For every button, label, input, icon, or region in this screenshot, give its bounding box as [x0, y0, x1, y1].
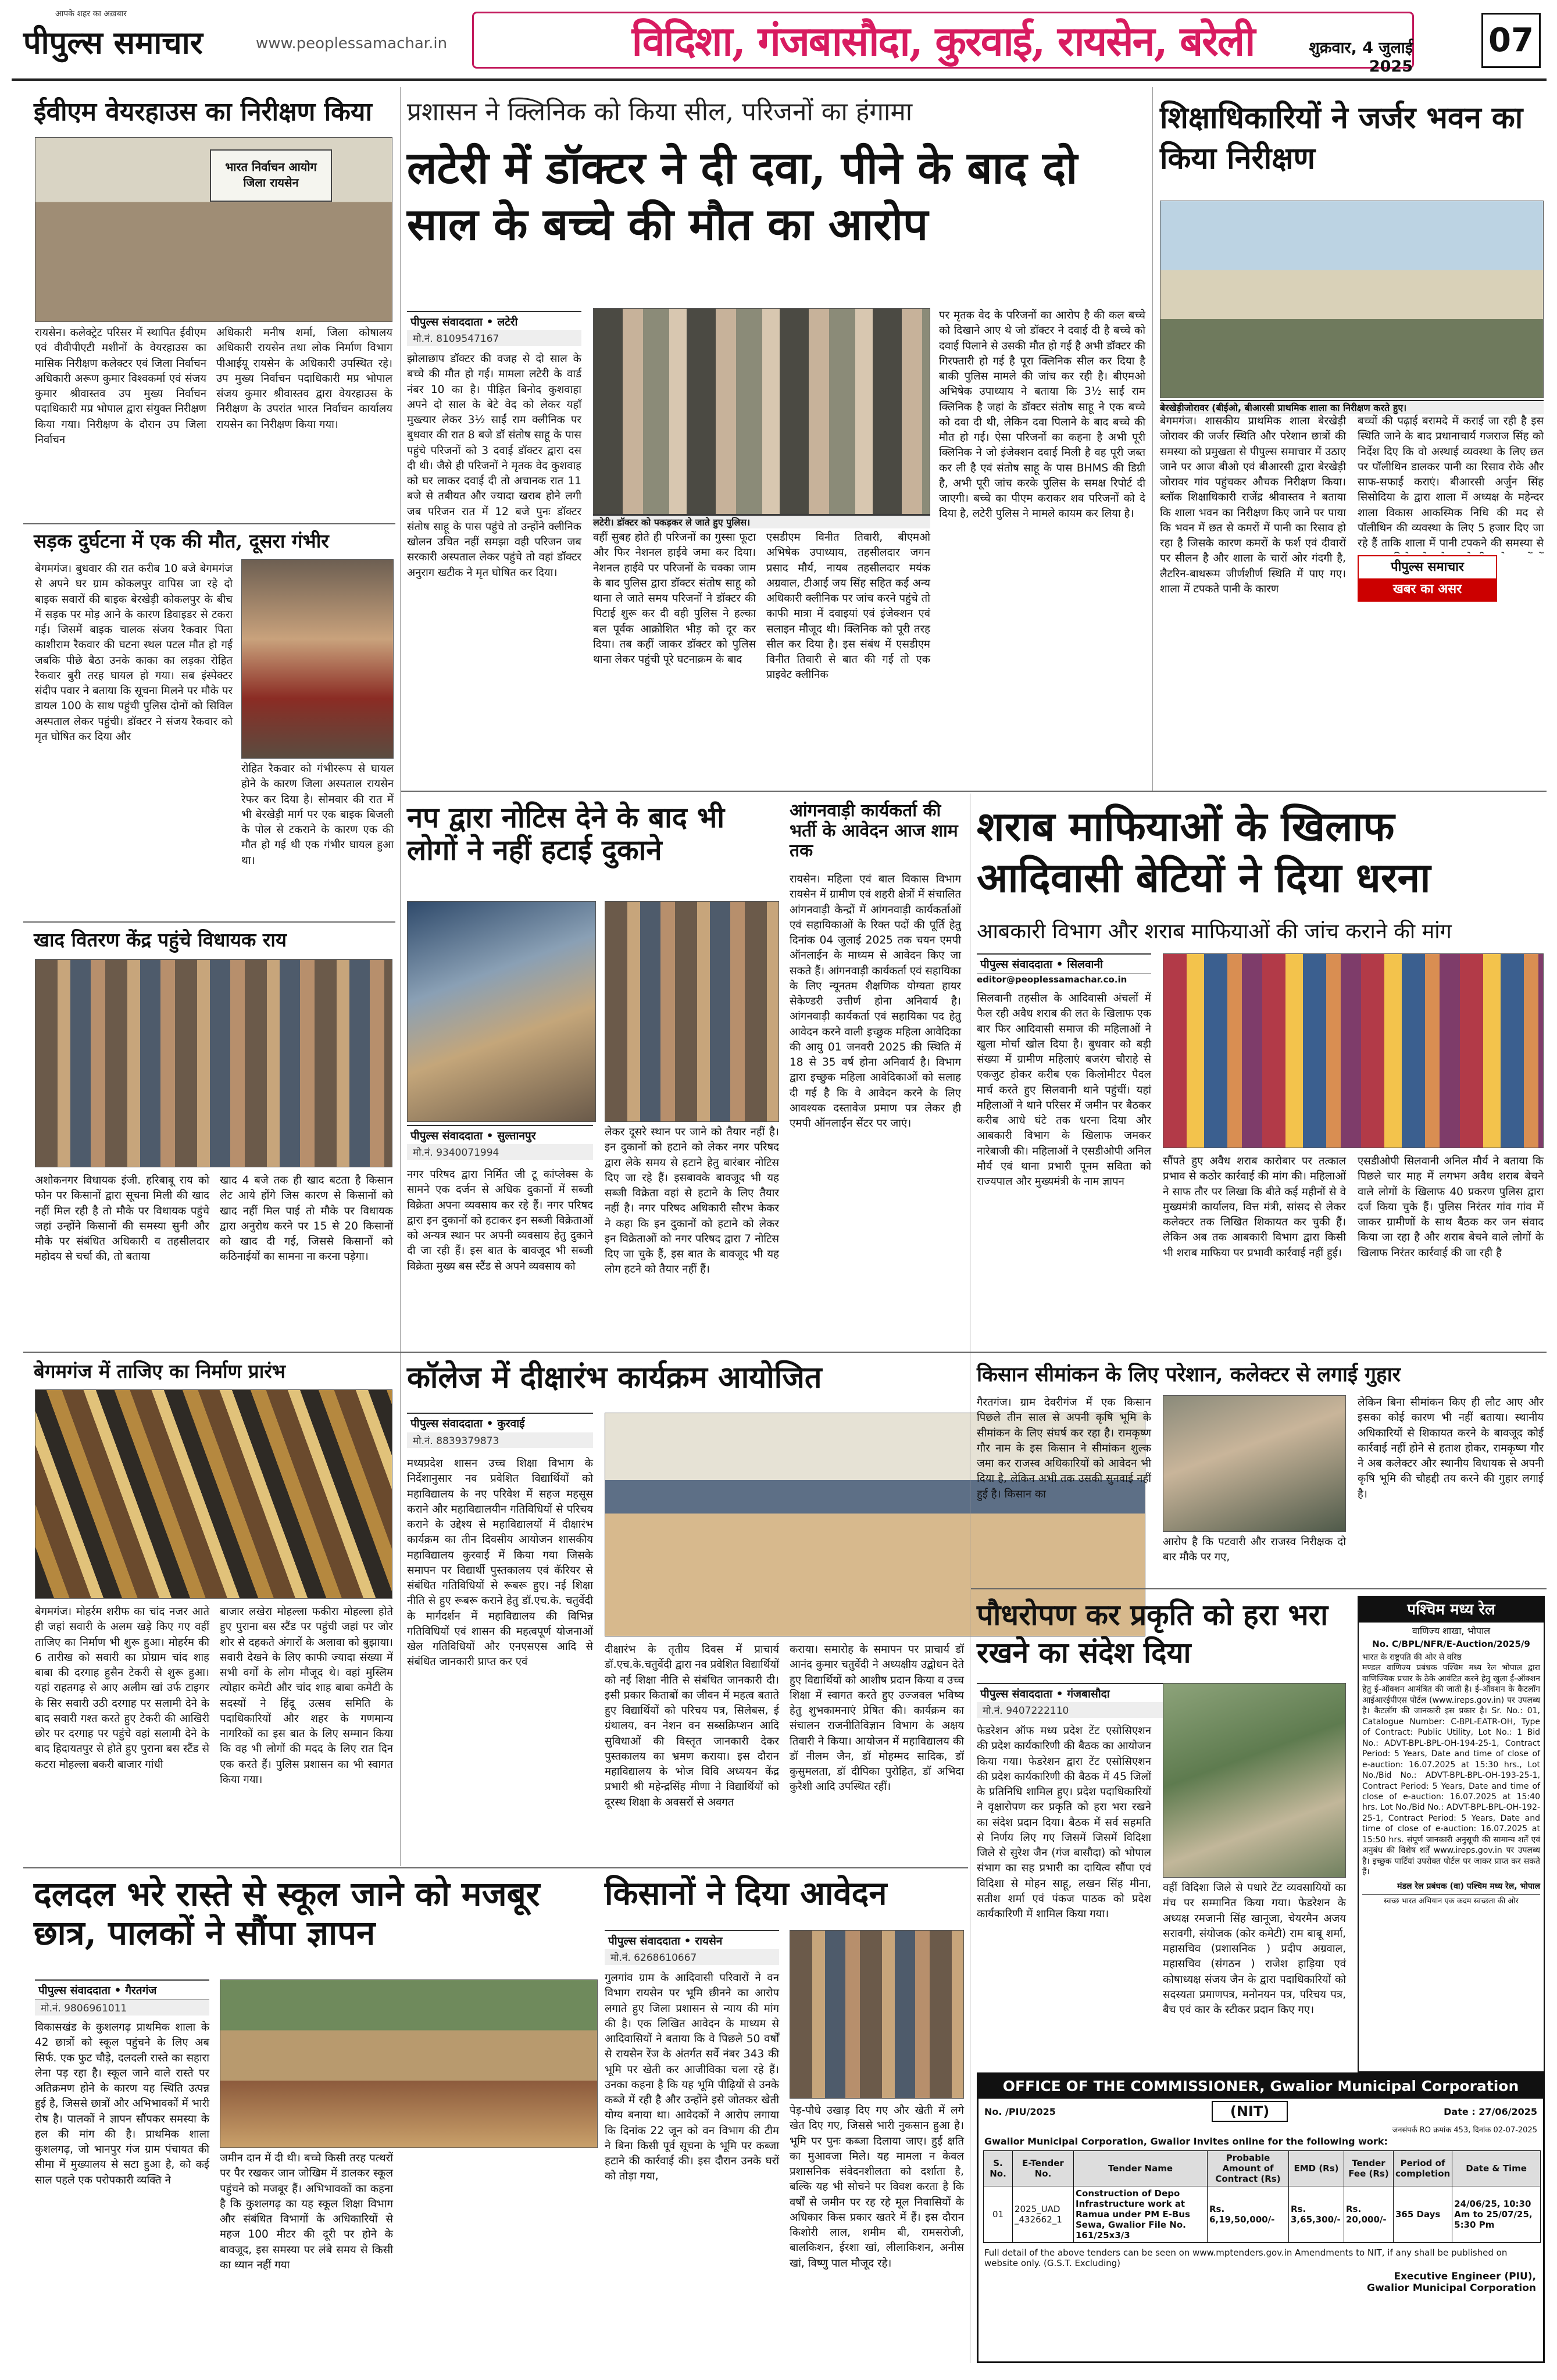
- tender-td: 24/06/25, 10:30 Am to 25/07/25, 5:30 Pm: [1452, 2186, 1541, 2243]
- farmers-col2: पेड़-पौधे उखाड़ दिए गए और खेती में लगे खेत दिए गए, जिससे भारी नुकसान हुआ है। भूमि पर पुनः कब्जा दिलाया जाए। हुई क्षति का मुआवजा मिले। यह मामला न केवल प्रशासनिक संवेदनशीलता को दर्शाता है, बल्कि यह भी सोचने पर विवश करता है कि वर्षों से जमीन पर रह रहे मूल निवासियों के अधिकार किस प्रकार खतरे में हैं। इस दौरान किशोरी लाल, शमीम बी, रामसरोजी, बालकिशन, ईरशा खां, लीलाकिशन, अनीस खां, विष्णु पाल मौजूद रहे।: [790, 2104, 964, 2270]
- plantation-headline: पौधरोपण कर प्रकृति को हरा भरा रखने का संदेश दिया: [977, 1598, 1329, 1670]
- shops-photo: [407, 901, 596, 1122]
- lateri-photo-caption: लटेरी। डॉक्टर को पकड़कर ले जाते हुए पुलिस।: [593, 514, 930, 528]
- fertilizer-col1: अशोकनगर विधायक इंजी. हरिबाबू राय को फोन पर किसानों द्वारा सूचना मिली की खाद नहीं मिल रही है तो मौके पर विधायक पहुंचे जहां उन्होंने किसानों की समस्या सुनी और मौके पर संबंधित अधिकारी व तहसीलदार महोदय से चर्चा की, तो बताया: [35, 1174, 209, 1263]
- anganwadi-headline: आंगनवाड़ी कार्यकर्ता की भर्ती के आवेदन आज शाम तक: [790, 801, 958, 861]
- tender-ad-date: Date : 27/06/2025: [1444, 2106, 1537, 2117]
- rule-h-4: [23, 1352, 1547, 1353]
- tender-ad: [977, 2072, 1545, 2363]
- demarcation-col3: लेकिन बिना सीमांकन किए ही लौट आए और इसका कोई कारण भी नहीं बताया। स्थानीय अधिकारियों से शिकायत करने के बावजूद कोई कार्रवाई नहीं होने से हताश होकर, रामकृष्ण गौर ने अब कलेक्टर और स्थानीय विधायक से अपनी कृषि भूमि की चौहद्दी तय करने की गुहार लगाई है।: [1358, 1396, 1544, 1500]
- tender-th: E-Tender No.: [1013, 2151, 1074, 2186]
- tender-th: EMD (Rs): [1289, 2151, 1344, 2186]
- tazia-photo: [35, 1389, 392, 1599]
- anganwadi-col: रायसेन। महिला एवं बाल विकास विभाग रायसेन में ग्रामीण एवं शहरी क्षेत्रों में संचालित आंगनवाड़ी केन्द्रों में आंगनवाड़ी कार्यकर्ताओं एवं सहायिकाओं के रिक्त पदों की पूर्ति हेतु दिनांक 04 जुलाई 2025 तक चयन एमपी ऑनलाईन के माध्यम से आवेदन किए जा सकते हैं। आंगनवाड़ी कार्यकर्ता एवं सहायिका के लिए न्यूनतम शैक्षणिक योग्यता हायर सेकेण्डरी उत्तीर्ण होना अनिवार्य है। आंगनवाड़ी कार्यकर्ता एवं सहायिका पद हेतु आवेदन करने वाली इच्छुक महिला आवेदिका की आयु 01 जनवरी 2025 की स्थिति में 18 से 35 वर्ष होना अनिवार्य है। विभाग द्वारा इच्छुक महिला आवेदिकाओं को सलाह दी गई है कि वे आवेदन करने के लिए आवश्यक दस्तावेज प्रमाण पत्र लेकर ही एमपी ऑनलाईन सेंटर पर जाएं।: [790, 873, 961, 1130]
- fertilizer-col2: खाद 4 बजे तक ही खाद बटता है किसान लेट आये होंगे जिस कारण से किसानों को खाद नहीं मिल पाई तो मौके पर विधायक द्वारा अनुरोध करने पर 15 से 20 किसानों को खाद दी गई, जिससे किसानों को कठिनाईयों का सामना ना करना पड़ेगा।: [220, 1174, 393, 1263]
- railway-ad-footer: स्वच्छ भारत अभियान एक कदम स्वच्छता की ओर: [1362, 1894, 1540, 1906]
- accident-victim-photo: [241, 559, 394, 759]
- rule-vertical-1: [400, 87, 401, 1866]
- tender-table-row: [984, 2186, 1541, 2243]
- college-col3: कराया। समारोह के समापन पर प्राचार्य डॉ आनंद कुमार चतुर्वेदी ने अध्यक्षीय उद्बोधन देते हुए विद्यार्थियों को आशीष प्रदान किया व उच्च शिक्षा में स्वागत करते हुए उज्जवल भविष्य हेतु शुभकामनाएं प्रेषित की। कार्यक्रम का संचालन राजनीतिविज्ञान विभाग के अक्षय तिवारी ने किया। आयोजन में महाविद्यालय की डॉ नीलम जैन, डॉ मोहम्मद सादिक, डॉ कुसुमलता, डॉ दीपिका पुरोहित, डॉ अभिदा कुरैशी आदि उपस्थित रहीं।: [790, 1643, 964, 1793]
- masthead: [0, 0, 1557, 81]
- tender-ad-no: No. /PIU/2025: [984, 2106, 1056, 2117]
- tazia-col2: बाजार लखेरा मोहल्ला फकीरा मोहल्ला होते हुए पुराना बस स्टैंड पर पहुंची जहां पर जोर शोर से दहकते अंगारों के अलावा को बुझाया। सवारी देखने के लिए काफी ज्यादा संख्या में सभी वर्गों के लोग मौजूद थे। वहां मुस्लिम त्योहार कमेटी और चांद शाह बाबा कमेटी के सदस्यों ने हिंदू उत्सव समिति के पदाधिकारियों और शहर के गणमान्य नागरिकों का इस बात के लिए सम्मान किया कि वह भी लोगों की मदद के लिए रात दिन एक करते हैं। पुलिस प्रशासन का भी स्वागत किया गया।: [220, 1606, 393, 1786]
- evm-col1: रायसेन। कलेक्ट्रेट परिसर में स्थापित ईवीएम एवं वीवीपीएटी मशीनों के वेयरहाउस का मासिक निरीक्षण कलेक्टर एवं जिला निर्वाचन अधिकारी अरूण कुमार विश्वकर्मा एवं संजय कुमार श्रीवास्तव उप मुख्य निर्वाचन पदाधिकारी मप्र भोपाल द्वारा संयुक्त निरीक्षण किया गया। निरीक्षण के दौरान उप जिला निर्वाचन: [35, 327, 206, 446]
- liquor-col1: सिलवानी तहसील के आदिवासी अंचलों में फैल रही अवैध शराब की लत के खिलाफ एक बार फिर आदिवासी समाज की महिलाओं ने खुला मोर्चा खोल दिया है। बुधवार को बड़ी संख्या में ग्रामीण महिलाएं बजरंग चौराहे से एकजुट होकर करीब एक किलोमीटर पैदल मार्च करते हुए सिलवानी थाने पहुंचीं। यहां महिलाओं ने थाने परिसर में जमीन पर बैठकर करीब आधे घंटे तक धरना दिया और आबकारी विभाग के खिलाफ जमकर नारेबाजी की। महिलाओं ने एसडीओपी अनिल मौर्य एवं थाना प्रभारी पूनम सविता को राज्यपाल और मुख्यमंत्री के नाम ज्ञापन: [977, 992, 1151, 1188]
- plantation-photo: [1163, 1683, 1346, 1878]
- school-headline: शिक्षाधिकारियों ने जर्जर भवन का किया निरीक्षण: [1160, 100, 1523, 177]
- plantation-byline: पीपुल्स संवाददाता • गंजबासौदा: [977, 1683, 1163, 1703]
- farmers-headline: किसानों ने दिया आवेदन: [605, 1874, 887, 1913]
- farmers-col1: गुलगांव ग्राम के आदिवासी परिवारों ने वन विभाग रायसेन पर भूमि छीनने का आरोप लगाते हुए जिला प्रशासन से न्याय की मांग की है। एक लिखित आवेदन के माध्यम से आदिवासियों ने बताया कि वे पिछले 50 वर्षों से रायसेन रेंज के अंतर्गत सर्वे नंबर 343 की भूमि पर खेती कर आजीविका चला रहे हैं। उनका कहना है कि यह भूमि पीढ़ियों से उनके कब्जे में रही है और उन्होंने इसे जोतकर खेती योग्य बनाया था। आवेदकों ने आरोप लगाया कि दिनांक 22 जून को वन विभाग की टीम ने बिना किसी पूर्व सूचना के भूमि पर कब्जा हटाने की कार्रवाई की। इस दौरान उनके घरों को तोड़ा गया,: [605, 1972, 779, 2183]
- evm-photo: [35, 137, 392, 322]
- school-col1: बेगमगंज। शासकीय प्राथमिक शाला बेरखेड़ी जोरावर की जर्जर स्थिति और परेशान छात्रों की समस्या को प्रमुखता से पीपुल्स समाचार में उठाए जाने पर आज बीओ एवं बीआरसी द्वारा बेरखेड़ी जोरावर गांव पहुंचकर औचक निरीक्षण किया। ब्लॉक शिक्षाधिकारी राजेंद्र श्रीवास्तव ने बताया कि शाला भवन का निरीक्षण किए जाने पर पाया कि भवन में छत से कमरों में पानी का रिसाव हो रहा है जिसके कारण कमरों के फर्श एवं दीवारों पर सीलन है और शाला के चारों ओर गंदगी है, लैटरिन-बाथरूम जीर्णशीर्ण स्थिति में पाए गए। शाला में टपकते पानी के कारण: [1160, 415, 1346, 595]
- muddy-road-photo: [220, 1979, 598, 2148]
- tender-td: Rs. 3,65,300/-: [1289, 2186, 1344, 2243]
- page-number: 07: [1481, 13, 1541, 68]
- school-photo: [1160, 201, 1544, 398]
- tender-th: S. No.: [984, 2151, 1013, 2186]
- lateri-mobile: मो.नं. 8109547167: [407, 330, 581, 346]
- plantation-col2: वहीं विदिशा जिले से पधारे टेंट व्यवसायियों का मंच पर सम्मानित किया गया। फेडरेशन के अध्यक्ष रमजानी सिंह खानूजा, चेयरमैन अजय सरावगी, संयोजक (कोर कमेटी) राम बाबू शर्मा, महासचिव (प्रशासनिक ) प्रदीप अग्रवाल, महासचिव (संगठन ) राजेश हाड़िया एवं कोषाध्यक्ष संजय जैन के द्वारा पदाधिकारियों को सदस्यता प्रमाणपत्र, मनोनयन पत्र, परिचय पत्र, बैच एवं कार के स्टीकर प्रदान किए गए।: [1163, 1882, 1346, 2017]
- liquor-photo: [1163, 953, 1544, 1148]
- tender-ad-ro: जनसंपर्क RO क्रमांक 453, दिनांक 02-07-2025: [1392, 2126, 1537, 2135]
- demarcation-photo: [1163, 1395, 1346, 1532]
- shops-col1: नगर परिषद द्वारा निर्मित जी टू कांप्लेक्स के सामने एक दर्जन से अधिक दुकानों में सब्जी विक्रेता अपना व्यवसाय कर रहे हैं। नगर परिषद द्वारा इन दुकानों को हटाकर इन सब्जी विक्रेताओं को अन्यत्र स्थान पर अपनी व्यवसाय हेतु दुकाने दी जा रही हैं। इस बात के बावजूद भी सब्जी विक्रेता मुख्य बस स्टैंड से अपने व्यवसाय को: [407, 1168, 593, 1273]
- tender-table-header: [984, 2151, 1541, 2186]
- impact-badge-label: खबर का असर: [1359, 578, 1496, 601]
- tender-td: Construction of Depo Infrastructure work at Ramua under PM E-Bus Sewa, Gwalior File No. 161/25x3/3: [1074, 2186, 1208, 2243]
- demarcation-col2: आरोप है कि पटवारी और राजस्व निरीक्षक दो बार मौके पर गए,: [1163, 1536, 1346, 1564]
- railway-ad-ref: No. C/BPL/NFR/E-Auction/2025/9: [1372, 1639, 1530, 1650]
- city-banner-text: विदिशा, गंजबासौदा, कुरवाई, रायसेन, बरेली: [631, 17, 1255, 65]
- lateri-col4: पर मृतक वेद के परिजनों का आरोप है की कल बच्चे को दिखाने आए थे जो डॉक्टर ने दवाई दी है बच्चे को दवाई पिलाने से उसकी मौत हो गई है अभी डॉक्टर की गिरफ्तारी हो गई है पूरा क्लिनिक सील कर दिया है बाकी पुलिस मामले की जांच कर रही है। बीएमओ अभिषेक उपाध्याय ने बताया कि 3½ साईं राम क्लिनिक है जहां के डॉक्टर संतोष साहू ने एक बच्चे को दवा दी थी, लेकिन दवा पिलाने के बाद बच्चे की मौत हो गई। ऐसा परिजनों का कहना है अभी पूरी क्लिनिक ने जो इंजेक्शन दवाई मिली है वह पूरी जब्त कर ली है एवं संतोष साहू के पास BHMS की डिग्री है, अभी पूरी जांच करके पुलिस के समक्ष रिपोर्ट दी जाएगी। बच्चे का पीएम कराकर शव परिजनों को दे दिया है, लटेरी पुलिस ने मामले कायम कर लिया है।: [939, 309, 1145, 520]
- rule-h-6: [971, 1588, 1547, 1589]
- liquor-headline: शराब माफियाओं के खिलाफ आदिवासी बेटियों ने दिया धरना: [977, 802, 1431, 902]
- liquor-subtitle: आबकारी विभाग और शराब माफियाओं की जांच कराने की मांग: [977, 920, 1452, 944]
- rule-vertical-2: [1152, 87, 1153, 791]
- muddy-road-byline: पीपुल्स संवाददाता • गैरतगंज: [35, 1979, 209, 2000]
- lateri-kicker: प्रशासन ने क्लिनिक को किया सील, परिजनों का हंगामा: [407, 97, 913, 127]
- shops-mobile: मो.नं. 9340071994: [407, 1144, 593, 1160]
- tender-th: Period of completion: [1394, 2151, 1452, 2186]
- college-headline: कॉलेज में दीक्षारंभ कार्यक्रम आयोजित: [407, 1360, 822, 1395]
- lateri-col1: झोलाछाप डॉक्टर की वजह से दो साल के बच्चे की मौत हो गई। मामला लटेरी के वार्ड नंबर 10 का है। पीड़ित बिनोद कुशवाहा अपने दो साल के बेटे वेद को लेकर यहाँ मुख्त्यार लेकर 3½ साईं राम क्लीनिक पर बुधवार की रात 8 बजे डॉ संतोष साहू के पास पहुंचे परिजनों को 3 दवाई डॉक्टर द्वारा दस दी थी। जैसे ही परिजनों ने मृतक वेद कुशवाह को घर लाकर दवाई दी तो अचानक रात 11 बजे से तबीयत और ज्यादा खराब होने लगी जब परिजन रात में 12 बजे पुनः डॉक्टर संतोष साहू के पास पहुंचे तो उन्होंने क्लीनिक खोलन उचित नहीं समझा वही परिजन जब सरकारी अस्पताल लेकर पहुंचे तो वहां डॉक्टर अनुराग खटीक ने मृत घोषित कर दिया।: [407, 353, 581, 579]
- shops-byline: पीपुल्स संवाददाता • सुल्तानपुर: [407, 1125, 593, 1145]
- evm-col2: अधिकारी मनीष शर्मा, जिला कोषालय अधिकारी रायसेन तथा लोक निर्माण विभाग पीआईयू रायसेन के अधिकारी उपस्थित रहे। उप मुख्य निर्वाचन पदाधिकारी मप्र भोपाल संजय कुमार श्रीवास्तव द्वारा वेयरहाउस के निरीक्षण के उपरांत भारत निर्वाचन कार्यालय रायसेन का निरीक्षण किया गया।: [216, 327, 392, 431]
- railway-ad-sub: भारत के राष्ट्रपति की ओर से वरिष्ठ: [1362, 1652, 1462, 1662]
- tender-th: Probable Amount of Contract (Rs): [1208, 2151, 1289, 2186]
- school-photo-caption: बेरखेड़ीजोरावर (बीईओ, बीआरसी प्राथमिक शाला का निरीक्षण करते हुए।: [1160, 400, 1544, 414]
- lateri-col3: एसडीएम विनीत तिवारी, बीएमओ अभिषेक उपाध्याय, तहसीलदार जगन प्रसाद मौर्य, नायब तहसीलदार मयंक अग्रवाल, टीआई जय सिंह सहित कई अन्य अधिकारी क्लीनिक पर जांच करने पहुंचे तो काफी मात्रा में दवाइयां एवं इंजेक्शन एवं सलाइन मौजूद थी। क्लिनिक को पूरी तरह सील कर दिया है। इस संबंध में एसडीएम विनीत तिवारी से बात की गई तो एक प्राइवेट क्लीनिक: [766, 531, 930, 681]
- muddy-road-col1: विकासखंड के कुशलगढ़ प्राथमिक शाला के 42 छात्रों को स्कूल पहुंचने के लिए अब सिर्फ. एक फुट चौड़े, दलदली रास्ते का सहारा लेना पड़ रहा है। स्कूल जाने वाले रास्ते पर अतिक्रमण होने के कारण यह स्थिति उत्पन्न हुई है, जिससे छात्रों और अभिभावकों में भारी रोष है। पालकों ने ज्ञापन सौंपकर समस्या के हल की मांग की है। प्राथमिक शाला कुशलगढ़, जो भानपुर गंज ग्राम पंचायत की सीमा में मुख्यालय से सटा हुआ है, को कई साल पहले एक परोपकारी व्यक्ति ने: [35, 2021, 209, 2186]
- farmers-mobile: मो.नं. 6268610667: [605, 1949, 779, 1965]
- farmers-byline: पीपुल्स संवाददाता • रायसेन: [605, 1930, 779, 1950]
- liquor-byline: पीपुल्स संवाददाता • सिलवानी: [977, 953, 1151, 974]
- issue-date: शुक्रवार, 4 जुलाई 2025: [1309, 39, 1413, 76]
- rule-h-3: [23, 921, 395, 923]
- muddy-road-headline: दलदल भरे रास्ते से स्कूल जाने को मजबूर छात्र, पालकों ने सौंपा ज्ञापन: [34, 1874, 540, 1953]
- muddy-road-col2: जमीन दान में दी थी। बच्चे किसी तरह पत्थरों पर पैर रखकर जान जोखिम में डालकर स्कूल पहुंचने को मजबूर हैं। अभिभावकों का कहना है कि कुशलगढ़ का यह स्कूल शिक्षा विभाग और संबंधित विभागों के अधिकारियों से महज 100 मीटर की दूरी पर होने के बावजूद, इस समस्या पर लंबे समय से किसी का ध्यान नहीं गया: [220, 2152, 393, 2271]
- impact-badge-brand: पीपुल्स समाचार: [1359, 556, 1496, 578]
- tender-td: Rs. 20,000/-: [1344, 2186, 1394, 2243]
- shops-headline: नप द्वारा नोटिस देने के बाद भी लोगों ने नहीं हटाई दुकाने: [407, 801, 725, 867]
- liquor-email[interactable]: editor@peoplessamachar.co.in: [977, 974, 1127, 985]
- site-url[interactable]: www.peoplessamachar.in: [256, 35, 448, 52]
- tender-ad-sign1: Executive Engineer (PIU),: [1394, 2271, 1536, 2282]
- tender-th: Tender Name: [1074, 2151, 1208, 2186]
- fertilizer-headline: खाद वितरण केंद्र पहुंचे विधायक राय: [34, 928, 287, 951]
- muddy-road-mobile: मो.नं. 9806961011: [35, 2000, 209, 2016]
- rule-h-1: [401, 791, 1547, 792]
- tender-td: 01: [984, 2186, 1013, 2243]
- lateri-photo: [593, 308, 930, 514]
- railway-ad-body: मण्डल वाणिज्य प्रबंधक पश्चिम मध्य रेल भोपाल द्वारा वाणिज्यिक प्रचार के ठेके आवंटित करने हेतु खुला ई-ऑक्शन हेतु ई-ऑक्शन आमंत्रित की जाती है। ई-ऑक्शन के कैटलॉग आईआरईपीएस पोर्टल (www.ireps.gov.in) पर उपलब्ध है। कैटलॉग की जानकारी इस प्रकार है। Sr. No.: 01, Catalogue Number: C-BPL-EATR-OH, Type of Contract: Public Utility, Lot No.: 1 Bid No.: ADVT-BPL-BPL-OH-194-25-1, Contract Period: 5 Years, Date and time of close of e-auction: 16.07.2025 at 15:30 hrs., Lot No./Bid No.: ADVT-BPL-BPL-OH-193-25-1, Contract Period: 5 Years, Date and time of close of e-auction: 16.07.2025 at 15:40 hrs. Lot No./Bid No.: ADVT-BPL-BPL-OH-192-25-1, Contract Period: 5 Years, Date and time of close of e-auction: 16.07.2025 at 15:50 hrs. संपूर्ण जानकारी अनुसूची की सामान्य शर्तें एवं अनुबंध की विशेष शर्तें www.ireps.gov.in पर उपलब्ध है। इच्छुक पार्टियां उपरोक्त पोर्टल पर जाकर प्राप्त कर सकते हैं।: [1362, 1663, 1540, 1877]
- railway-ad: [1358, 1596, 1545, 2072]
- tender-ad-title: OFFICE OF THE COMMISSIONER, Gwalior Municipal Corporation: [979, 2074, 1543, 2099]
- lateri-byline: पीपुल्स संवाददाता • लटेरी: [407, 311, 581, 331]
- railway-ad-org: पश्चिम मध्य रेल: [1359, 1597, 1544, 1623]
- brand-logo: पीपुल्स समाचार: [23, 24, 203, 61]
- tender-ad-meta: [979, 2099, 1543, 2124]
- rule-h-5: [23, 1867, 968, 1868]
- farmers-photo: [790, 1930, 964, 2099]
- tazia-col1: बेगमगंज। मोहर्रम शरीफ का चांद नजर आते ही जहां सवारी के अलम खड़े किए गए वहीं ताजिए का निर्माण भी शुरू हुआ। मोहर्रम की 6 तारीख को सवारी का प्रोग्राम चांद शाह बाबा की दरगाह हुसैन टेकरी से शुरू हुआ। यहां राहतगढ़ से आए अलीम खां उर्फ टाइगर के सिर सवारी उठी दरगाह पर सलामी देने के बाद सवारी गश्त करते हुए टेकरी की आखिरी छोर पर दरगाह पर पहुंचे वहां सलामी देने के बाद हिदायतपुर से होते हुए पुराना बस स्टैंड से कटरा मोहल्ला बकरी बाजार गांधी: [35, 1606, 209, 1771]
- railway-ad-sign: मंडल रेल प्रबंधक (वा) पश्चिम मध्य रेल, भोपाल: [1397, 1881, 1540, 1891]
- tender-ad-sign2: Gwalior Municipal Corporation: [1367, 2282, 1536, 2294]
- brand-tagline: आपके शहर का अख़बार: [55, 9, 127, 19]
- plantation-mobile: मो.नं. 9407222110: [977, 1702, 1163, 1718]
- demarcation-headline: किसान सीमांकन के लिए परेशान, कलेक्टर से लगाई गुहार: [977, 1363, 1401, 1386]
- lateri-col2: वहीं सुबह होते ही परिजनों का गुस्सा फूटा और फिर नेशनल हाईवे जमा कर दिया। नेशनल हाईवे पर परिजनों के चक्का जाम के बाद पुलिस द्वारा डॉक्टर संतोष साहू को थाना ले जाते समय परिजनों ने डॉक्टर की पिटाई शुरू कर दी वही पुलिस ने हल्का बल पूर्वक आक्रोशित भीड़ को दूर कर दिया। तब कहीं जाकर डॉक्टर को पुलिस थाना लेकर पहुंची पूरे घटनाक्रम के बाद: [593, 531, 756, 666]
- tender-table: [983, 2150, 1541, 2243]
- fertilizer-photo: [35, 959, 392, 1167]
- school-col2: बच्चों की पढ़ाई बरामदे में कराई जा रही है इस स्थिति जाने के बाद प्रधानाचार्य गजराज सिंह को निर्देश दिए कि वो अस्थाई व्यवस्था के लिए छत पर पॉलीथिन डालकर पानी का रिसाव रोके और साफ-सफाई कराएं। बीआरसी अर्जुन सिंह सिसोदिया के द्वारा शाला में अध्यक्ष के महेन्दर शाला विकास आकस्मिक निधि की मद से पॉलीथिन की व्यवस्था के लिए 5 हजार दिए जा रहे हैं ताकि शाला में पानी टपकने की समस्या से: [1358, 415, 1544, 550]
- accident-col1: बेगमगंज। बुधवार की रात करीब 10 बजे बेगमगंज से अपने घर ग्राम कोकलपुर वापिस जा रहे दो बाइक सवारों की बाइक बेरखेड़ी कोकलपुर के बीच में सड़क पर मोड़ आने के कारण डिवाइडर से टकरा गई। जिसमें बाइक चालक संजय रैकवार पिता काशीराम रैकवार की घटना स्थल पटल मौत हो गई जबकि पीछे बैठा उनके काका का लड़का रोहित रैकवार बुरी तरह घायल हो गया। सब इंस्पेक्टर संदीप पवार ने बताया कि सूचना मिलने पर मौके पर डायल 100 के साथ पहुंची पुलिस दोनों को सिविल अस्पताल लेकर पहुंची। डॉक्टर ने संजय रैकवार को मृत घोषित कर दिया और: [35, 563, 233, 743]
- tender-td: Rs. 6,19,50,000/-: [1208, 2186, 1289, 2243]
- tender-td: 365 Days: [1394, 2186, 1452, 2243]
- college-col1: मध्यप्रदेश शासन उच्च शिक्षा विभाग के निर्देशानुसार नव प्रवेशित विद्यार्थियों को महाविद्यालय के नए परिवेश में सहज महसूस कराने और महाविद्यालयीन गतिविधियों से परिचय कराने के उद्देश्य से महाविद्यालयों में दीक्षारंभ कार्यक्रम का तीन दिवसीय आयोजन शासकीय महाविद्यालय कुरवाई में किया गया जिसके समापन पर विद्यार्थी पुस्तकालय एवं कॅरियर से संबंधित गतिविधियों से रूबरू हुए। नई शिक्षा नीति से हुए रूबरू कराने हेतु डॉ.एच.के. चतुर्वेदी के मार्गदर्शन में महाविद्यालय की विभिन्न गतिविधियों एवं शासन की महत्वपूर्ण योजनाओं खेल गतिविधियों और एनएसएस आदि से संबंधित जानकारी प्राप्त कर एवं: [407, 1457, 593, 1668]
- tender-th: Tender Fee (Rs): [1344, 2151, 1394, 2186]
- rule-h-2: [23, 523, 395, 524]
- masthead-rule: [12, 78, 1547, 81]
- accident-col2: रोहित रैकवार को गंभीररूप से घायल होने के कारण जिला अस्पताल रायसेन रेफर कर दिया है। सोमवार की रात में भी बेरखेड़ी मार्ग पर एक बाइक बिजली के पोल से टकराने के कारण एक की मौत हो गई थी एक गंभीर घायल हुआ था।: [241, 763, 394, 867]
- tender-ad-nit: (NIT): [1212, 2101, 1288, 2122]
- shops-photo-2: [605, 901, 779, 1122]
- evm-sign: [210, 149, 332, 202]
- lateri-headline: लटेरी में डॉक्टर ने दी दवा, पीने के बाद दो साल के बच्चे की मौत का आरोप: [407, 142, 1078, 251]
- college-mobile: मो.नं. 8839379873: [407, 1432, 593, 1448]
- accident-headline: सड़क दुर्घटना में एक की मौत, दूसरा गंभीर: [34, 530, 329, 552]
- tazia-headline: बेगमगंज में ताजिए का निर्माण प्रारंभ: [34, 1360, 285, 1382]
- plantation-col1: फेडरेशन ऑफ मध्य प्रदेश टेंट एसोसिएशन की प्रदेश कार्यकारिणी की बैठक का आयोजन किया गया। फेडरेशन द्वारा टेंट एसोसिएशन की प्रदेश कार्यकारिणी की बैठक में 45 जिलों के प्रतिनिधि शामिल हुए। प्रदेश पदाधिकारियों ने वृक्षारोपण कर प्रकृति को हरा भरा रखने का संदेश प्रदान दिया। बैठक में सर्व सहमति से निर्णय लिए गए जिसमें जिसमें विदिशा जिले से सुरेश जैन (गंज बासौदा) को भोपाल संभाग का सह प्रभारी का दायित्व सौंपा एवं विदिशा से मोहन साहू, लखन सिंह मीना, सतीश शर्मा एवं पंकज पाठक को प्रदेश कार्यकारिणी में शामिल किया गया।: [977, 1725, 1151, 1921]
- shops-col2: लेकर दूसरे स्थान पर जाने को तैयार नहीं है। इन दुकानों को हटाने को लेकर नगर परिषद द्वारा लेके समय से हटाने हेतु बारंबार नोटिस दिए जा रहे हैं। इसबावके बावजूद भी यह सब्जी विक्रेता वहां से हटाने के लिए तैयार नहीं है। नगर परिषद अधिकारी सौरभ केकर ने कहा कि इन दुकानों को हटाने को लेकर इन विक्रेताओं को नगर परिषद द्वारा 7 नोटिस दिए जा चुके हैं, इस बात के बावजूद भी यह लोग हटने को तैयार नहीं हैं।: [605, 1126, 779, 1276]
- liquor-col2: सौंपते हुए अवैध शराब कारोबार पर तत्काल प्रभाव से कठोर कार्रवाई की मांग की। महिलाओं ने साफ तौर पर लिखा कि बीते कई महीनों से वे मुख्यमंत्री कार्यालय, वित्त मंत्री, सांसद से लेकर कलेक्टर तक लिखित शिकायत कर चुकी हैं। लेकिन अब तक आबकारी विभाग द्वारा किसी भी शराब माफिया पर प्रभावी कार्रवाई नहीं हुई।: [1163, 1155, 1346, 1259]
- tender-ad-intro: Gwalior Municipal Corporation, Gwalior Invites online for the following work:: [984, 2136, 1388, 2147]
- railway-ad-branch: वाणिज्य शाखा, भोपाल: [1412, 1625, 1491, 1636]
- college-byline: पीपुल्स संवाददाता • कुरवाई: [407, 1413, 593, 1433]
- college-col2: दीक्षारंभ के तृतीय दिवस में प्राचार्य डॉ.एच.के.चतुर्वेदी द्वारा नव प्रवेशित विद्यार्थियों को नई शिक्षा नीति से संबंधित जानकारी दी। इसी प्रकार किताबों का जीवन में महत्व बताते हुए विद्यार्थियों को परिचय पत्र, सिलेबस, ई ग्रंथालय, वन नेशन वन सब्सक्रिप्शन आदि सुविधाओं की विस्तृत जानकारी देकर पुस्तकालय का भ्रमण कराया। इस दौरान महाविद्यालय के भोज विवि अध्ययन केंद्र प्रभारी श्री महेन्द्रसिंह मीणा ने विद्यार्थियों को दूरस्थ शिक्षा के अवसरों से अवगत: [605, 1643, 779, 1809]
- evm-sign-line2: जिला रायसेन: [243, 176, 299, 190]
- evm-headline: ईवीएम वेयरहाउस का निरीक्षण किया: [34, 97, 372, 127]
- tender-td: 2025_UAD _432662_1: [1013, 2186, 1074, 2243]
- evm-sign-line1: भारत निर्वाचन आयोग: [225, 160, 317, 174]
- liquor-col3: एसडीओपी सिलवानी अनिल मौर्य ने बताया कि पिछले चार माह में लगभग अवैध शराब बेचने वाले लोगों के खिलाफ 40 प्रकरण पुलिस द्वारा दर्ज किया चुके हैं। पुलिस निरंतर गांव गांव में जाकर ग्रामीणों के साथ बैठक कर जन संवाद किया जा रहा है और शराब बेचने वाले लोगों के खिलाफ निरंतर कार्रवाई की जा रही है: [1358, 1155, 1544, 1259]
- demarcation-col1: गैरतगंज। ग्राम देवरीगंज में एक किसान पिछले तीन साल से अपनी कृषि भूमि के सीमांकन के लिए संघर्ष कर रहा है। रामकृष्ण गौर नाम के इस किसान ने सीमांकन शुल्क जमा कर राजस्व अधिकारियों को आवेदन भी दिया है, लेकिन अभी तक उसकी सुनवाई नहीं हुई है। किसान का: [977, 1396, 1151, 1500]
- impact-badge: [1358, 555, 1497, 602]
- tender-ad-footnote: Full detail of the above tenders can be seen on www.mptenders.gov.in Amendments to NIT, if any shall be published on website only. (G.S.T. Excluding): [984, 2247, 1508, 2268]
- tender-th: Date & Time: [1452, 2151, 1541, 2186]
